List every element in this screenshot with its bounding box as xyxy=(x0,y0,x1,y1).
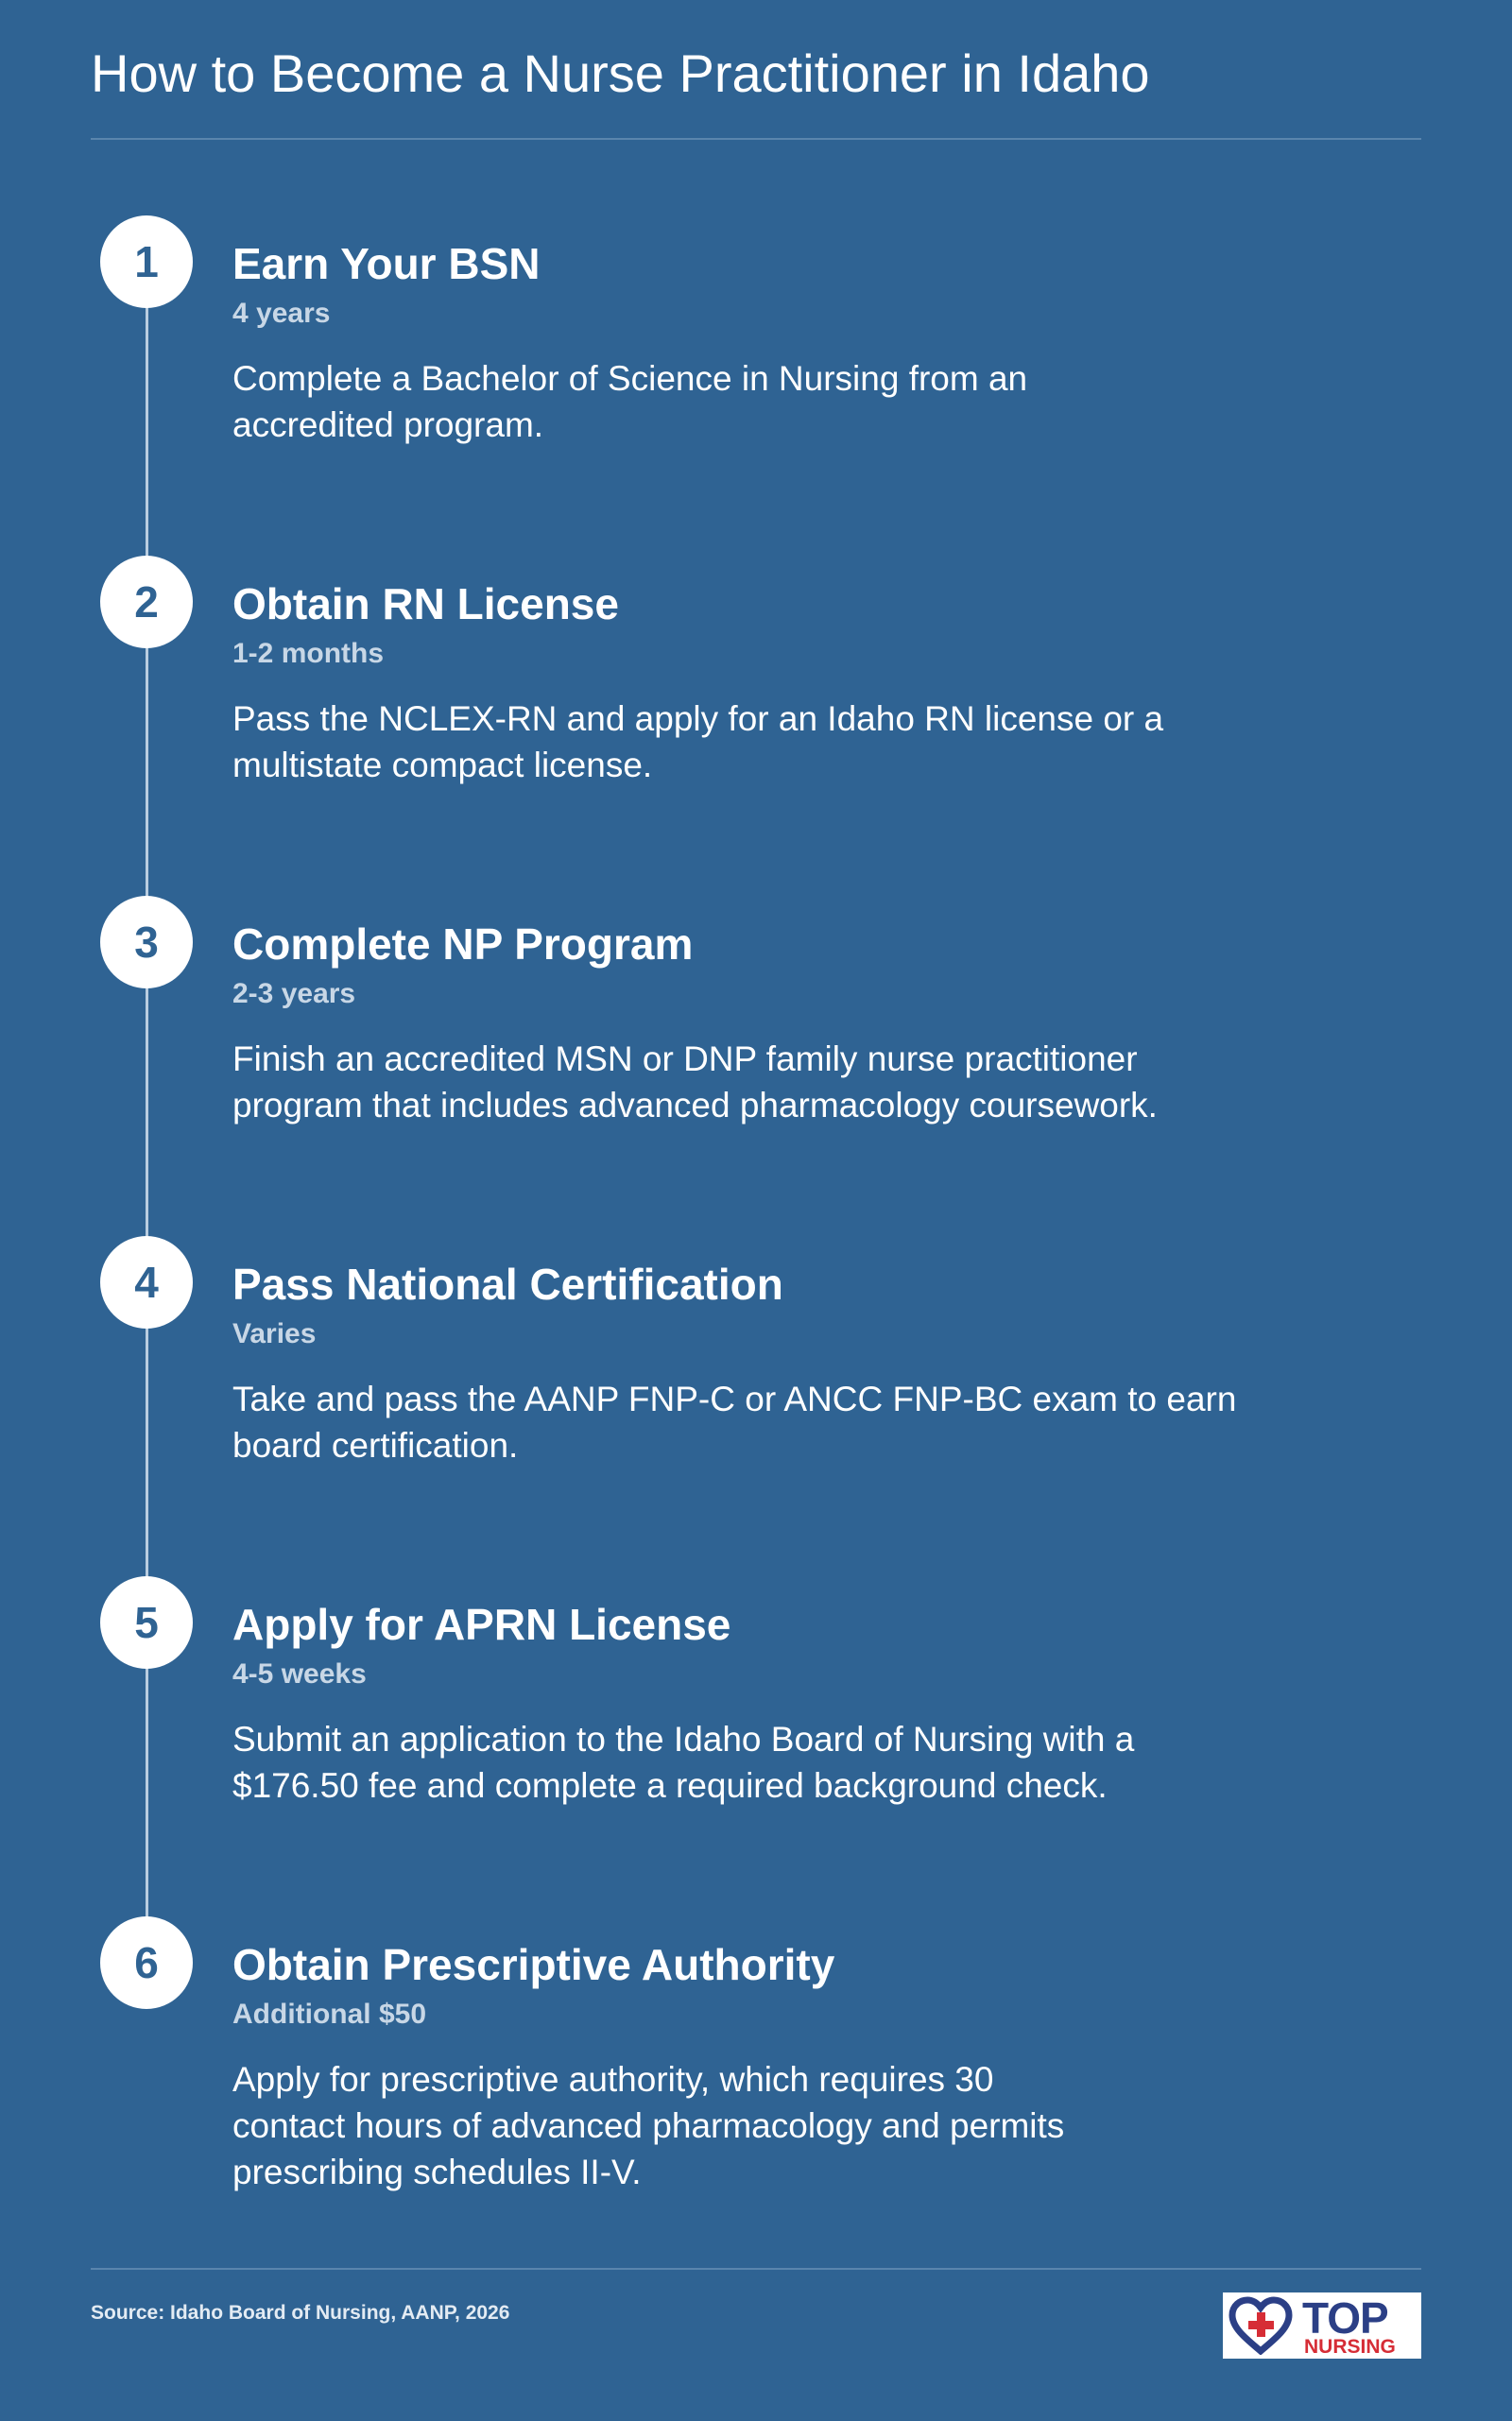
step-duration: 2-3 years xyxy=(232,978,356,1009)
heart-cross-icon xyxy=(1227,2296,1295,2355)
step-duration: Varies xyxy=(232,1318,317,1349)
step-title: Complete NP Program xyxy=(232,919,694,969)
step-title: Obtain Prescriptive Authority xyxy=(232,1940,835,1989)
step-4 xyxy=(0,1236,1512,1520)
page-title: How to Become a Nurse Practitioner in Idaho xyxy=(91,43,1150,103)
step-number-badge: 3 xyxy=(100,896,193,988)
logo-wordmark-top: TOP xyxy=(1302,2293,1388,2343)
step-number-badge: 1 xyxy=(100,215,193,308)
step-description: Finish an accredited MSN or DNP family nurse practitioner program that includes advanced pharmacology coursework. xyxy=(232,1039,1158,1125)
step-1 xyxy=(0,215,1512,499)
step-description: Take and pass the AANP FNP-C or ANCC FNP-BC exam to earn board certification. xyxy=(232,1380,1237,1465)
step-title: Obtain RN License xyxy=(232,579,619,628)
step-6 xyxy=(0,1916,1512,2200)
step-duration: 1-2 months xyxy=(232,638,385,669)
source-note: Source: Idaho Board of Nursing, AANP, 2026 xyxy=(91,2302,510,2324)
step-duration: 4-5 weeks xyxy=(232,1658,367,1690)
step-description: Complete a Bachelor of Science in Nursing from an accredited program. xyxy=(232,359,1028,444)
step-2 xyxy=(0,556,1512,839)
top-nursing-logo xyxy=(1223,2292,1421,2359)
logo-wordmark-nursing: NURSING xyxy=(1304,2336,1396,2358)
step-title: Apply for APRN License xyxy=(232,1600,731,1649)
step-description: Submit an application to the Idaho Board of Nursing with a $176.50 fee and complete a required background check. xyxy=(232,1720,1135,1805)
step-duration: 4 years xyxy=(232,298,331,329)
step-number-badge: 6 xyxy=(100,1916,193,2009)
step-title: Earn Your BSN xyxy=(232,239,541,288)
step-description: Pass the NCLEX-RN and apply for an Idaho RN license or a multistate compact license. xyxy=(232,699,1164,784)
step-number-badge: 4 xyxy=(100,1236,193,1329)
step-duration: Additional $50 xyxy=(232,1999,427,2030)
step-3 xyxy=(0,896,1512,1179)
footer-divider xyxy=(91,2268,1421,2270)
step-title: Pass National Certification xyxy=(232,1260,783,1309)
step-5 xyxy=(0,1576,1512,1860)
header-divider xyxy=(91,138,1421,140)
step-number-badge: 5 xyxy=(100,1576,193,1669)
step-number-badge: 2 xyxy=(100,556,193,648)
step-description: Apply for prescriptive authority, which requires 30 contact hours of advanced pharmacology and permits prescribing schedules II-V. xyxy=(232,2060,1065,2191)
